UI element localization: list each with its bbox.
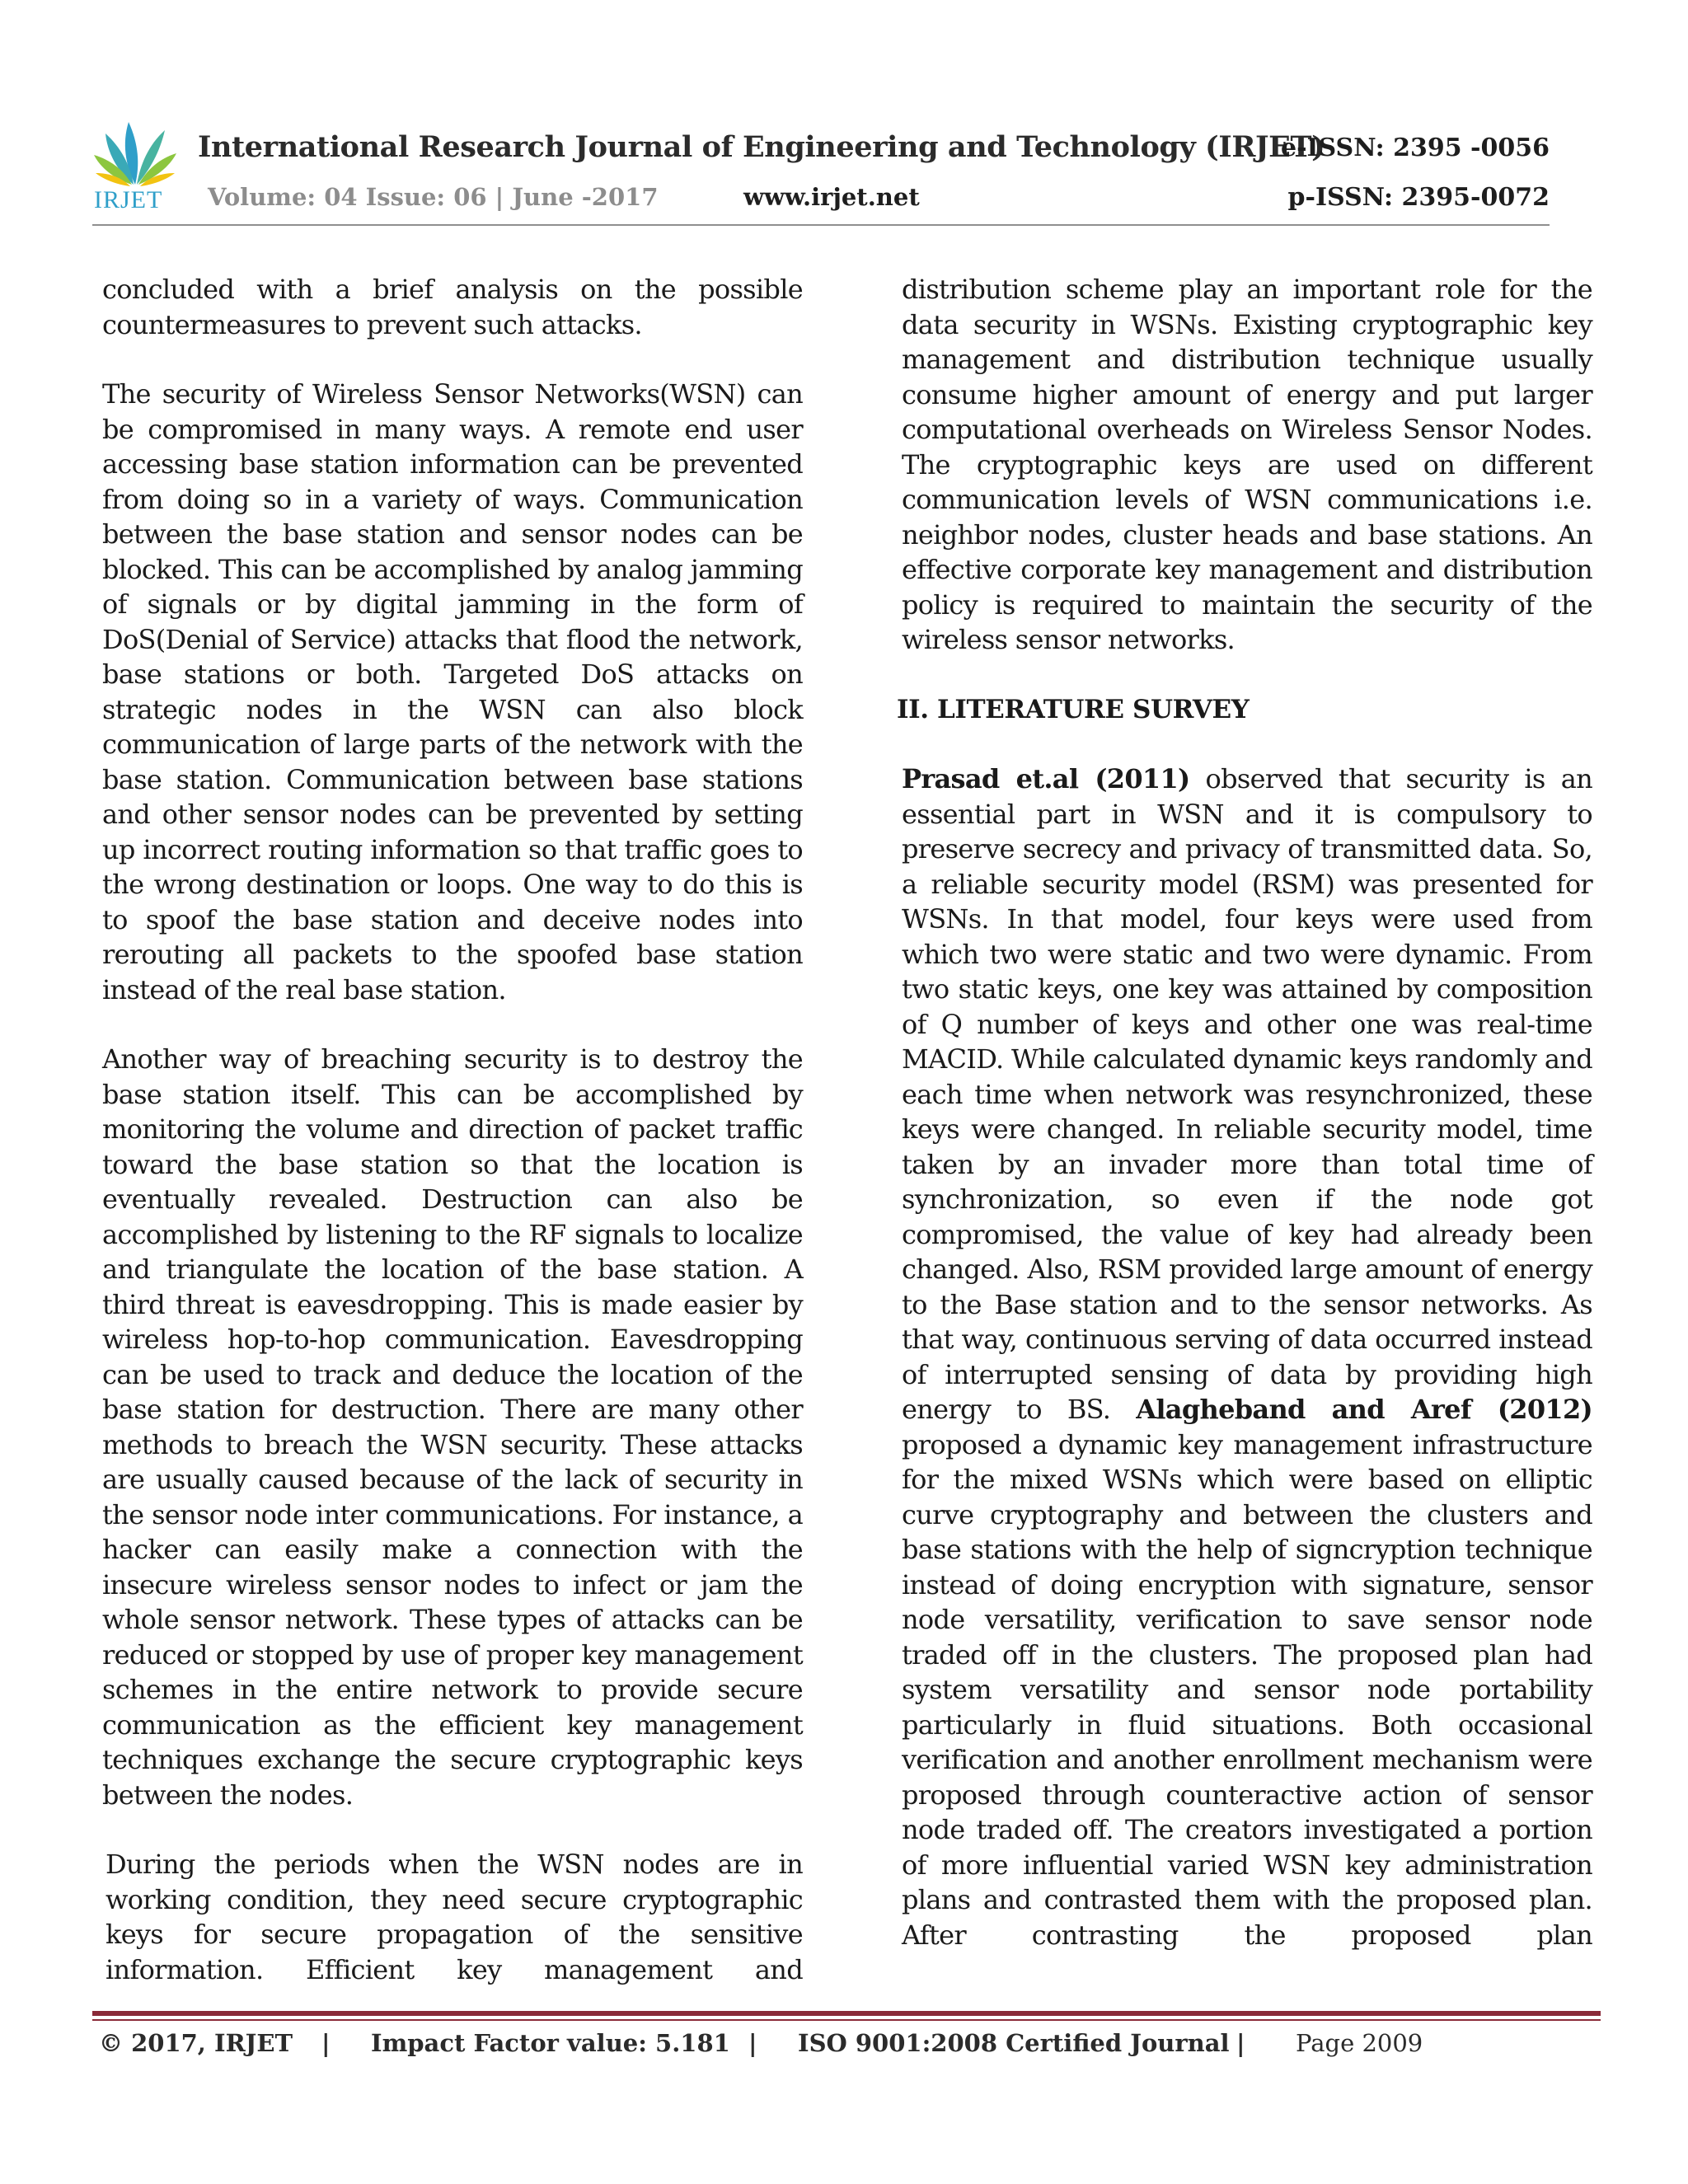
volume-issue: Volume: 04 Issue: 06 | June -2017 [208, 183, 659, 211]
journal-title: International Research Journal of Engineering and Technology (IRJET) [198, 130, 1325, 164]
right-intro-paragraph: distribution scheme play an important role for the data security in WSNs. Existing cryptographic key management and distribution technique usually consume higher amount of energy and put larger computational overheads on Wireless Sensor Nodes. The cryptographic keys are used on different communication levels of WSN communications i.e. neighbor nodes, cluster heads and base stations. An effective corporate key management and distribution policy is required to maintain the security of the wireless sensor networks. [902, 274, 1592, 655]
p-issn: p-ISSN: 2395-0072 [1287, 183, 1550, 212]
footer-divider-thin [92, 2019, 1601, 2021]
footer-copyright: © 2017, IRJET [99, 2029, 293, 2057]
left-paragraph-3: Another way of breaching security is to destroy the base station itself. This can be accomplished by monitoring the volume and direction of packet traffic toward the base station so that the location is eventually revealed. Destruction can also be accomplished by listening to the RF signals to localize and triangulate the location of the base station. A third threat is eavesdropping. This is made easier by wireless hop-to-hop communication. Eavesdropping can be used to track and deduce the location of the base station for destruction. There are many other methods to breach the WSN security. These attacks are usually caused because of the lack of security in the sensor node inter communications. For instance, a hacker can easily make a connection with the insecure wireless sensor nodes to infect or jam the whole sensor network. These types of attacks can be reduced or stopped by use of proper key management schemes in the entire network to provide secure communication as the efficient key management techniques exchange the secure cryptographic keys between the nodes. [102, 1043, 803, 1811]
citation-prasad: Prasad et.al (2011) [902, 763, 1190, 794]
survey-text-1: observed that security is an essential part in WSN and it is compulsory to preserve secrecy and privacy of transmitted data. So, a reliable security model (RSM) was presented for WSNs. In that model, four keys were used from which two were static and two were dynamic. From two static keys, one key was attained by composition of Q number of keys and other one was real-time MACID. While calculated dynamic keys randomly and each time when network was resynchronized, these keys were changed. In reliable security model, time taken by an invader more than total time of synchronization, so even if the node got compromised, the value of key had already been changed. Also, RSM provided large amount of energy to the Base station and to the sensor networks. As that way, continuous serving of data occurred instead of interrupted sensing of data by providing high energy to BS. [902, 763, 1593, 1425]
citation-alagheband: Alagheband and Aref (2012) [1136, 1394, 1592, 1425]
footer-divider [92, 2011, 1601, 2016]
footer-separator: | [321, 2029, 331, 2057]
logo-text: IRJET [94, 186, 163, 213]
literature-survey-paragraph [902, 762, 1592, 1952]
footer-separator: | [748, 2029, 757, 2057]
left-column [102, 272, 803, 2022]
right-column [897, 272, 1593, 1987]
e-issn: e-ISSN: 2395 -0056 [1280, 134, 1550, 162]
header-divider [92, 224, 1550, 226]
survey-text-2: proposed a dynamic key management infrastructure for the mixed WSNs which were based on elliptic curve cryptography and between the clusters and base stations with the help of signcryption technique instead of doing encryption with signature, sensor node versatility, verification to save sensor node traded off in the clusters. The proposed plan had system versatility and sensor node portability particularly in fluid situations. Both occasional verification and another enrollment mechanism were proposed through counteractive action of sensor node traded off. The creators investigated a portion of more influential varied WSN key administration plans and contrasted them with the proposed plan. After contrasting the proposed plan [902, 1428, 1592, 1951]
footer-impact-factor: Impact Factor value: 5.181 [371, 2029, 730, 2057]
logo-leaves-icon [92, 119, 178, 188]
website-link[interactable]: www.irjet.net [743, 183, 920, 211]
left-paragraph-4: During the periods when the WSN nodes are in working condition, they need secure cryptographic keys for secure propagation of the sensitive information. Efficient key management and [106, 1849, 803, 1985]
left-paragraph-1: concluded with a brief analysis on the possible countermeasures to prevent such attacks. [102, 274, 803, 340]
left-paragraph-2: The security of Wireless Sensor Networks(WSN) can be compromised in many ways. A remote end user accessing base station information can be prevented from doing so in a variety of ways. Communication between the base station and sensor nodes can be blocked. This can be accomplished by analog jamming of signals or by digital jamming in the form of DoS(Denial of Service) attacks that flood the network, base stations or both. Targeted DoS attacks on strategic nodes in the WSN can also block communication of large parts of the network with the base station. Communication between base stations and other sensor nodes can be prevented by setting up incorrect routing information so that traffic goes to the wrong destination or loops. One way to do this is to spoof the base station and deceive nodes into rerouting all packets to the spoofed base station instead of the real base station. [102, 378, 803, 1005]
footer-separator: | [1236, 2029, 1245, 2057]
footer-iso: ISO 9001:2008 Certified Journal [798, 2029, 1230, 2057]
irjet-logo [92, 119, 178, 218]
page-header [92, 115, 1550, 218]
section-heading: II. LITERATURE SURVEY [897, 694, 1250, 724]
footer-page-number: Page 2009 [1296, 2029, 1423, 2057]
